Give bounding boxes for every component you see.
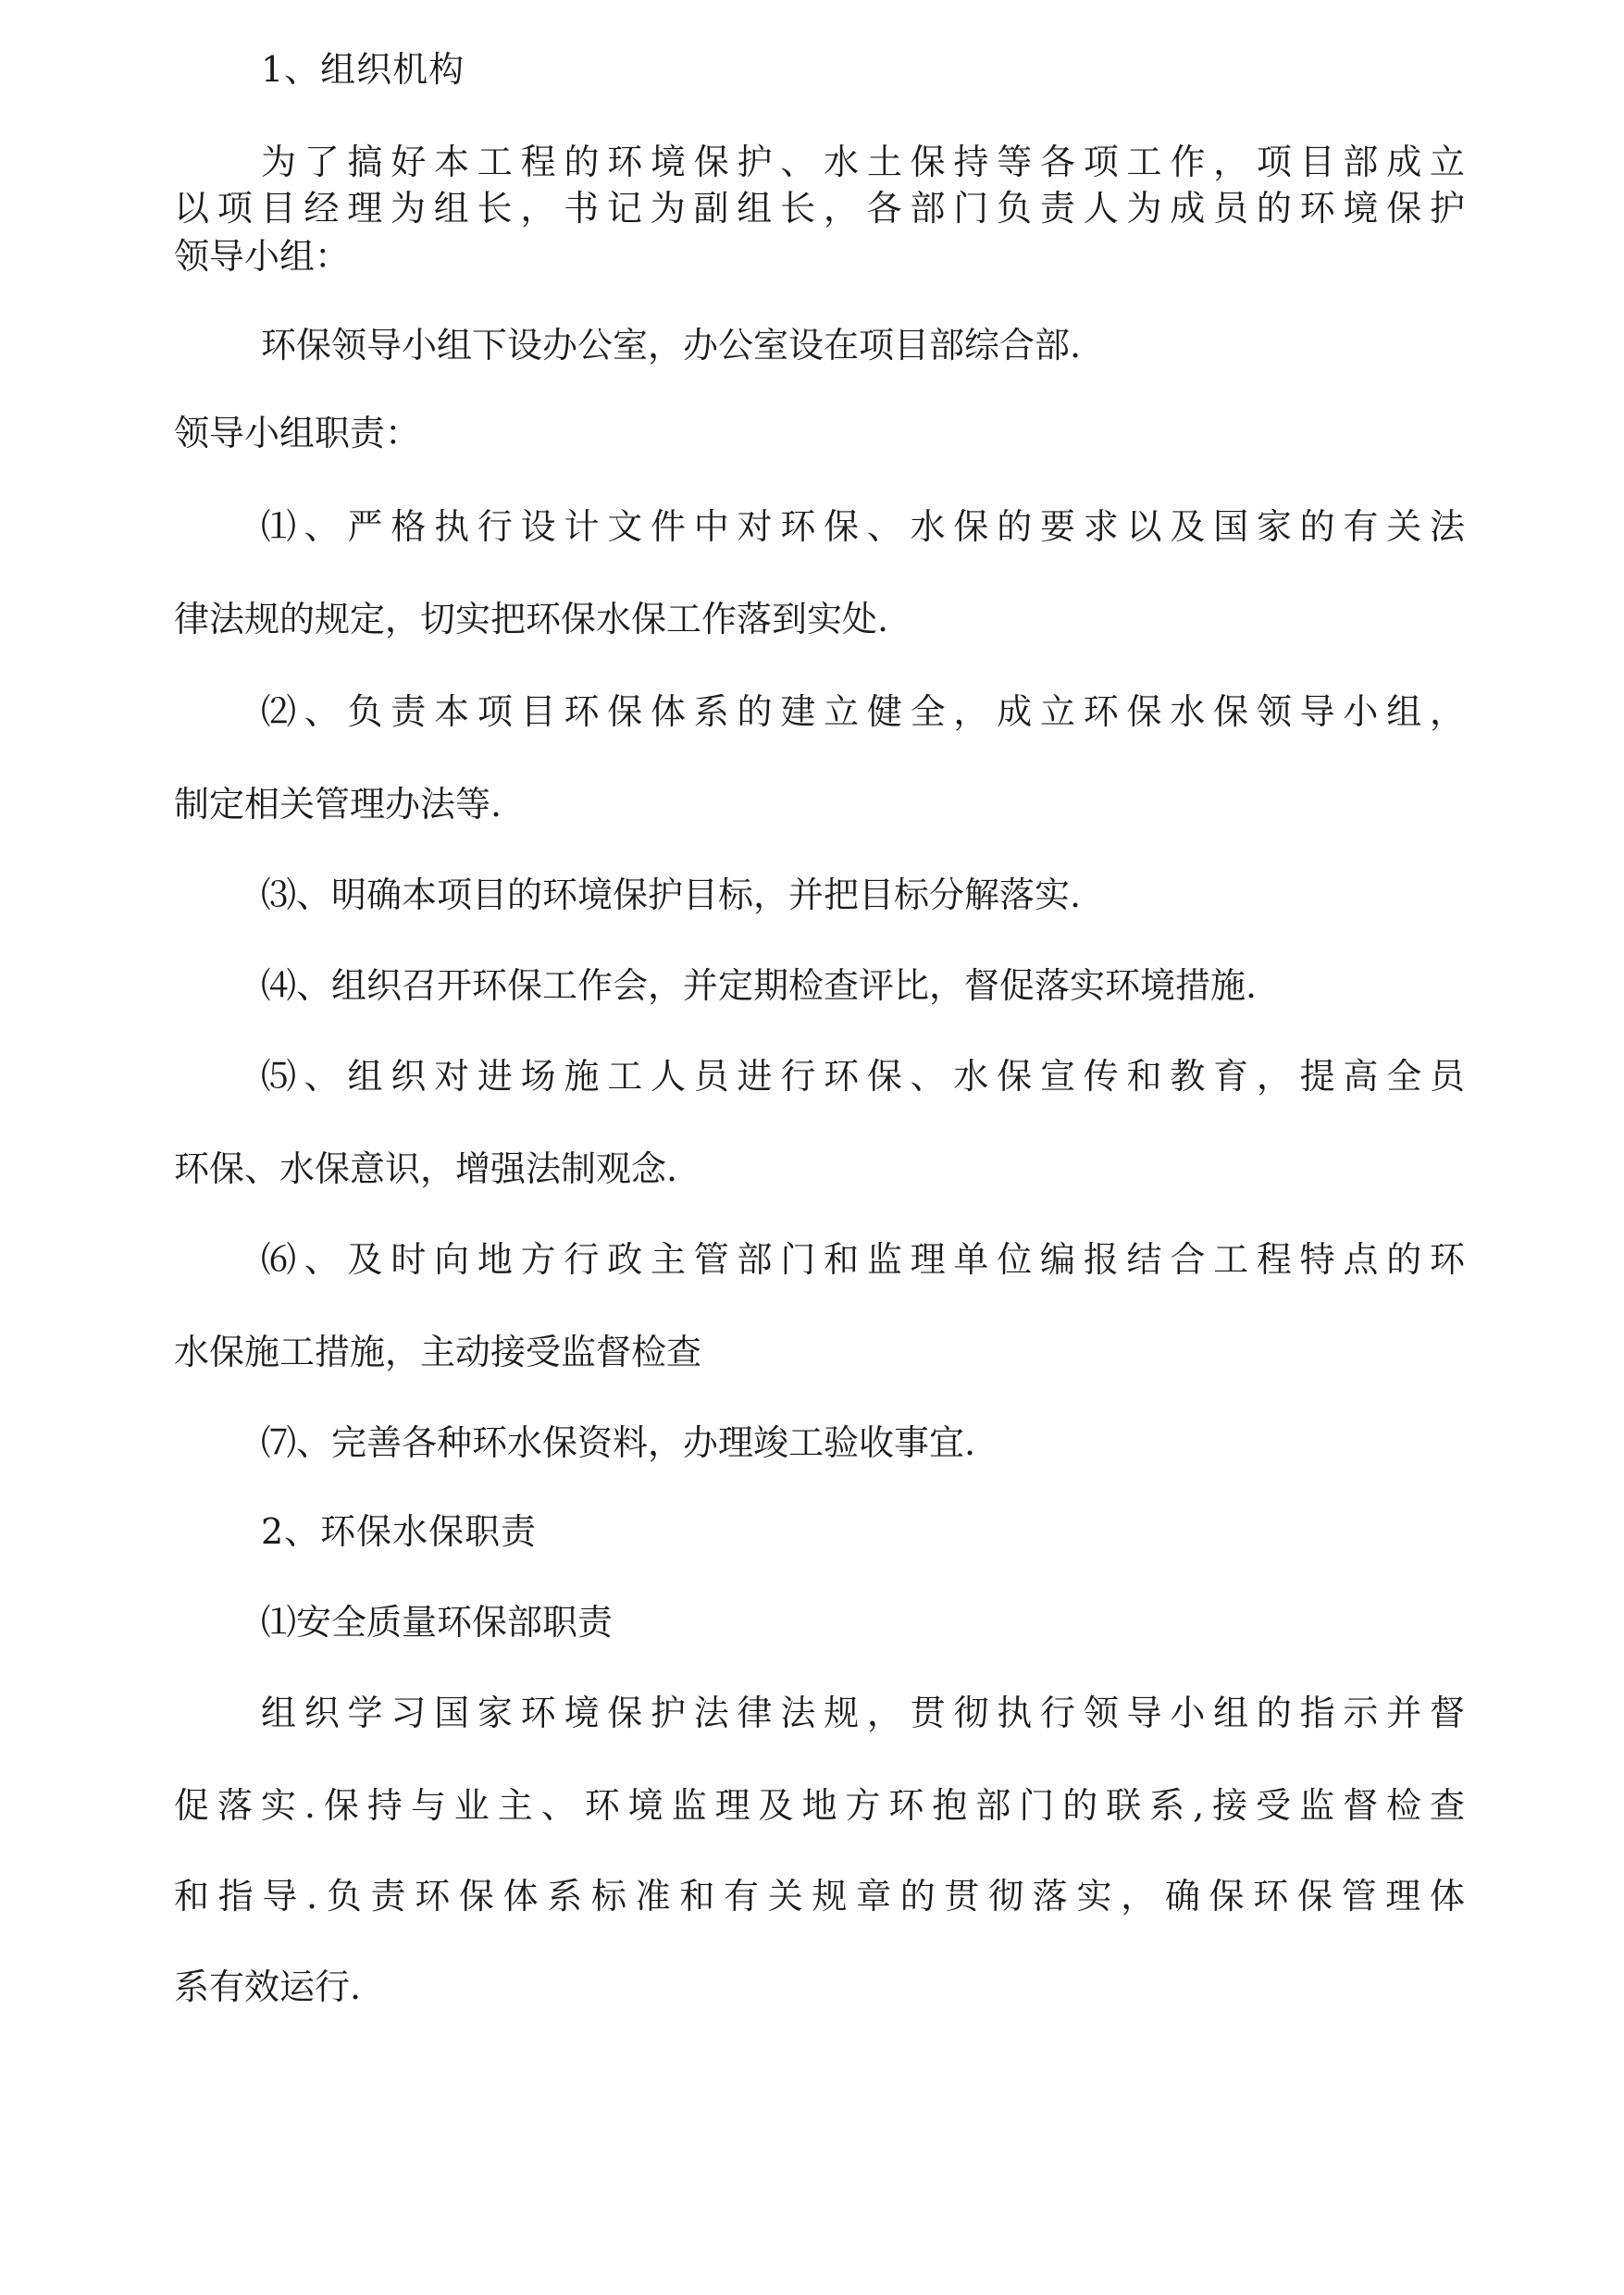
section-heading-2: 2、环保水保职责 <box>261 1511 538 1552</box>
list-item-line: ⑶、明确本项目的环境保护目标，并把目标分解落实. <box>261 875 1082 915</box>
paragraph-line: 环保领导小组下设办公室，办公室设在项目部综合部. <box>261 325 1082 366</box>
list-item-line: ⑵、负责本项目环保体系的建立健全，成立环保水保领导小组， <box>261 691 1465 732</box>
list-item-line: 环保、水保意识，增强法制观念. <box>174 1148 678 1189</box>
paragraph-line: 以项目经理为组长，书记为副组长，各部门负责人为成员的环境保护 <box>174 188 1465 229</box>
list-item-line: 律法规的规定，切实把环保水保工作落到实处. <box>174 599 889 639</box>
list-item-line: ⑹、及时向地方行政主管部门和监理单位编报结合工程特点的环 <box>261 1239 1465 1280</box>
duties-label: 领导小组职责： <box>174 413 421 453</box>
paragraph-line: 领导小组： <box>174 236 351 277</box>
list-item-line: ⑸、组织对进场施工人员进行环保、水保宣传和教育，提高全员 <box>261 1056 1465 1097</box>
subsection-heading: ⑴安全质量环保部职责 <box>261 1602 614 1643</box>
paragraph-line: 和指导.负责环保体系标准和有关规章的贯彻落实，确保环保管理体 <box>174 1876 1465 1917</box>
list-item-line: ⑺、完善各种环水保资料，办理竣工验收事宜. <box>261 1422 976 1463</box>
list-item-line: ⑷、组织召开环保工作会，并定期检查评比，督促落实环境措施. <box>261 965 1258 1006</box>
list-item-line: 水保施工措施，主动接受监督检查 <box>174 1332 702 1372</box>
paragraph-line: 为了搞好本工程的环境保护、水土保持等各项工作，项目部成立 <box>261 142 1465 182</box>
list-item-line: 制定相关管理办法等. <box>174 784 502 825</box>
paragraph-line: 系有效运行. <box>174 1966 362 2007</box>
section-heading-1: 1、组织机构 <box>261 49 465 90</box>
paragraph-line: 组织学习国家环境保护法律法规，贯彻执行领导小组的指示并督 <box>261 1693 1465 1733</box>
list-item-line: ⑴、严格执行设计文件中对环保、水保的要求以及国家的有关法 <box>261 506 1465 547</box>
paragraph-line: 促落实.保持与业主、环境监理及地方环抱部门的联系,接受监督检查 <box>174 1785 1465 1826</box>
